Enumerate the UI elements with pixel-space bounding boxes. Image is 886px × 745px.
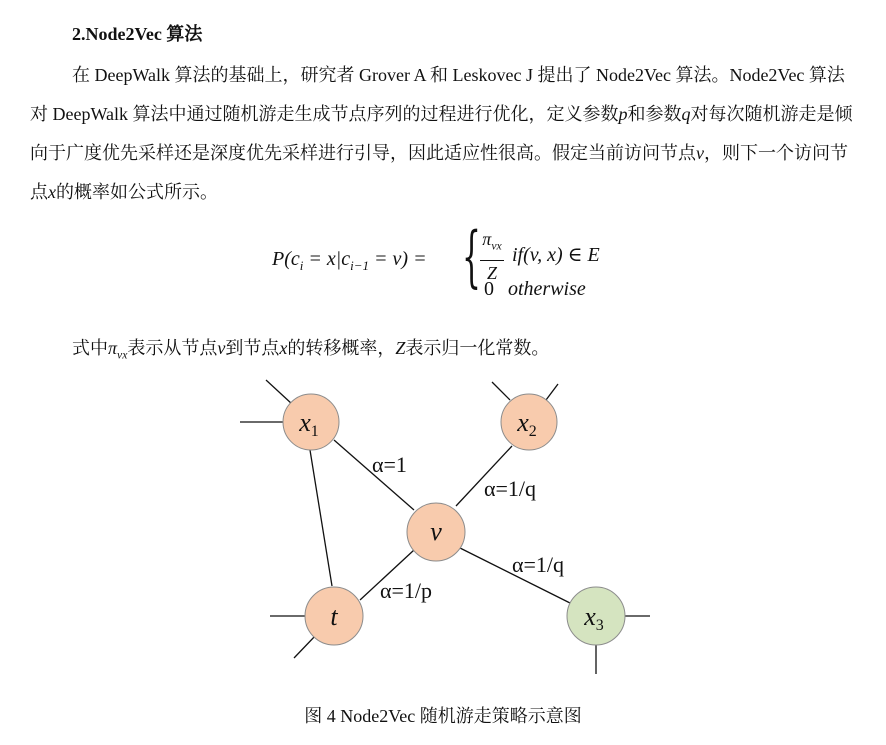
- stub-t-bottom: [294, 635, 316, 658]
- paragraph-text-1: 在 DeepWalk 算法的基础上，研究者 Grover A 和 Leskovec J 提出了 Node2Vec 算法。Node2Vec 算法对 DeepWalk 算法中通过随机游走生成节点序列的过程进行优化，定义参数: [30, 65, 845, 124]
- formula-case-2: 0 otherwise: [484, 278, 586, 300]
- node-x3: [567, 587, 625, 645]
- formula-case-1: if(v, x) ∈ E: [512, 244, 600, 266]
- body-paragraph: [30, 56, 862, 212]
- formula-explanation: 式中$\pi_{vx}$表示从节点v到节点x的转移概率，Z表示归一化常数。: [72, 338, 550, 362]
- node-x2: [501, 394, 557, 450]
- node-x1: [283, 394, 339, 450]
- edge-x1-t: [310, 450, 332, 586]
- paragraph-text-5: 的概率如公式所示。: [56, 182, 218, 202]
- param-p: p: [618, 104, 628, 124]
- edge-label-x2-v: α=1/q: [484, 476, 537, 501]
- stub-x1-top: [266, 380, 292, 404]
- figure-caption: 图 4 Node2Vec 随机游走策略示意图: [304, 706, 582, 726]
- formula-brace: {: [462, 218, 481, 295]
- edge-label-t-v: α=1/p: [380, 578, 433, 603]
- node2vec-diagram: [0, 372, 886, 702]
- node-v-label: v: [430, 517, 442, 546]
- symbol-v: v: [696, 143, 704, 163]
- probability-formula: [272, 218, 632, 304]
- edge-label-x1-v: α=1: [372, 452, 407, 477]
- formula-fraction: $\pi_{vx}$ Z: [480, 228, 504, 283]
- paragraph-text-4: ，则下一个访问节点: [30, 143, 848, 202]
- node-t-label: t: [330, 602, 338, 631]
- paragraph-text-2: 和参数: [627, 104, 682, 124]
- paragraph-text-3: 对每次随机游走是倾向于广度优先采样还是深度优先采样进行引导，因此适应性很高。假定当前访问节点: [30, 104, 853, 163]
- node-x1-label: x1: [299, 408, 319, 440]
- section-heading: 2.Node2Vec 算法: [72, 24, 203, 44]
- param-q: q: [681, 104, 691, 124]
- edge-label-v-x3: α=1/q: [512, 552, 565, 577]
- node-x2-label: x2: [517, 408, 537, 440]
- node-x3-label: x3: [584, 602, 604, 634]
- formula-lhs: $P(c_i = x|c_{i-1} = v)$ =: [272, 248, 427, 273]
- symbol-x: x: [48, 182, 56, 202]
- stub-x2-right: [546, 384, 558, 400]
- stub-x2-top: [492, 382, 510, 400]
